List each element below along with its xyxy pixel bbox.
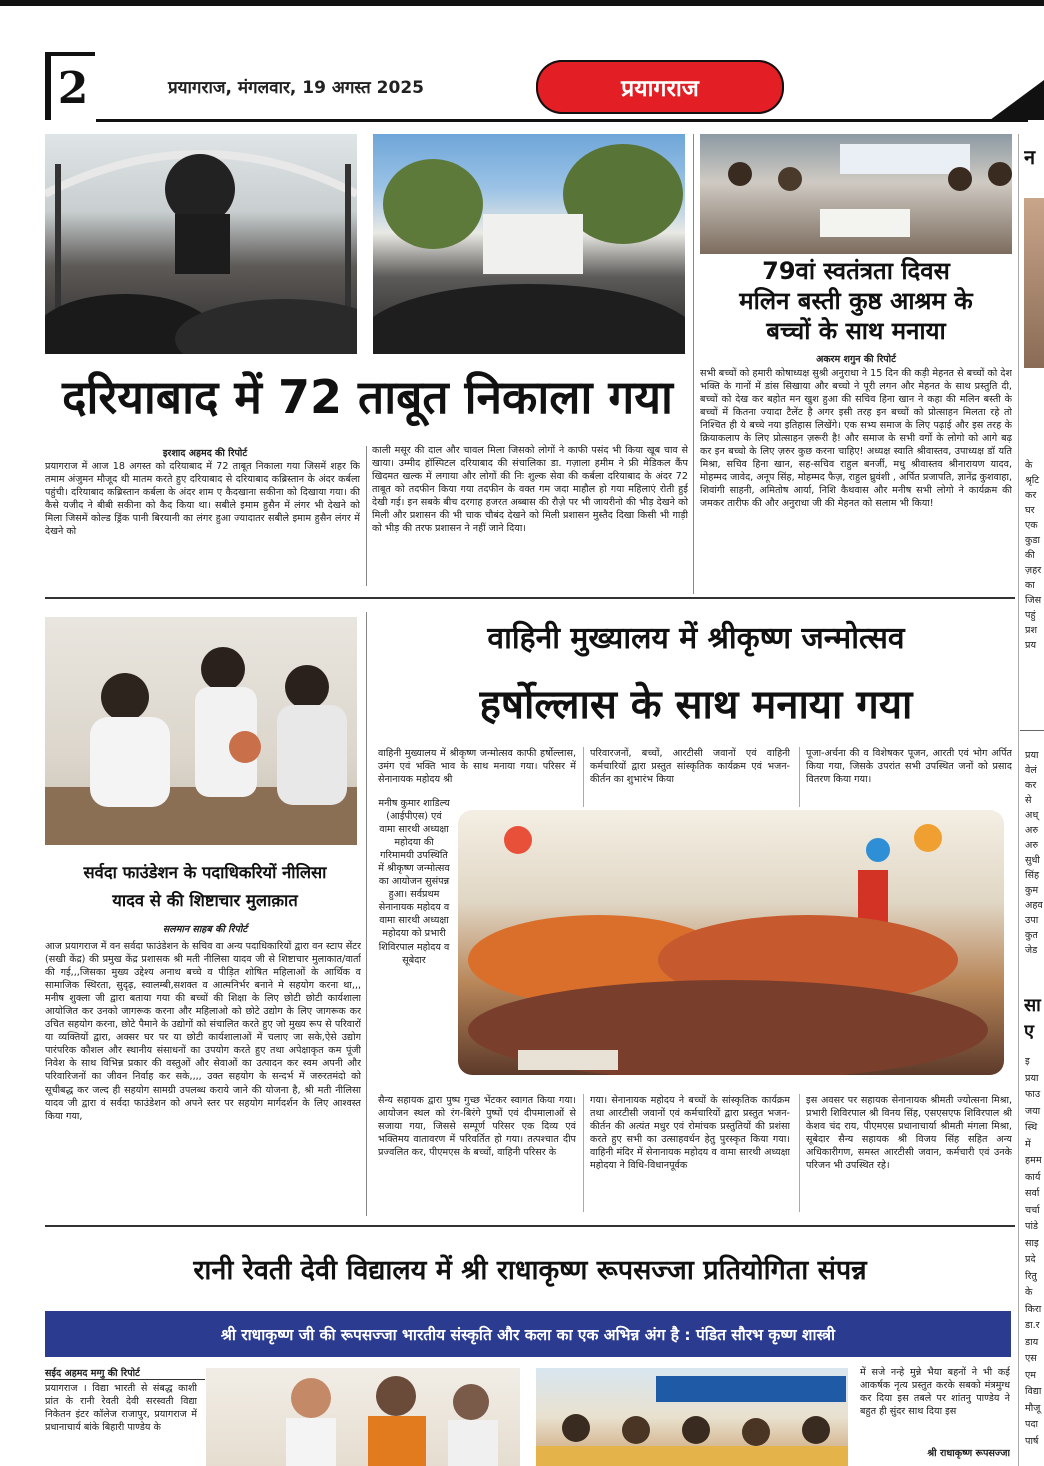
photo-tabut-procession-1 bbox=[45, 134, 357, 354]
next-column-line: के bbox=[1025, 1287, 1033, 1298]
next-column-line: अरु bbox=[1025, 840, 1039, 851]
story-janmotsav-col3-top: पूजा-अर्चना की व विशेषकर पूजन, आरती एवं भोग अर्पित किया गया, जिसके उपरांत सभी उपस्थित जनों को प्रसाद वितरण किया गया। bbox=[806, 748, 1012, 786]
next-column-line: मौजू bbox=[1025, 1402, 1041, 1414]
story-rupsajja-col1: प्रयागराज । विद्या भारती से संबद्ध काशी प्रांत के रानी रेवती देवी सरस्वती विद्या निकेतन इंटर कॉलेज राजापुर, प्रयागराज में प्रधानाचार्य बांके बिहारी पाण्डेय के bbox=[45, 1383, 197, 1434]
story-janmotsav-col2-bottom: गया। सेनानायक महोदय ने बच्चों के सांस्कृतिक कार्यक्रम तथा आरटीसी जवानों एवं कर्मचारियों द्वारा प्रस्तुत भजन-कीर्तन की अत्यंत मधुर एवं रोमांचक प्रस्तुतियों की प्रशंसा करते हुए सभी का उत्साहवर्धन हेतु पुरस्कृत किया गया। वाहिनी मंदिर में सेनानायक महोदय व वामा सारथी अध्यक्षा महोदया ने विधि-विधानपूर्वक bbox=[590, 1095, 790, 1172]
story-sarvada-body: आज प्रयागराज में वन सर्वदा फाउंडेशन के सचिव वा अन्य पदाधिकारियों द्वारा वन स्टाप सेंटर (सखी केंद्र) की प्रमुख केंद्र प्रशासक श्री मती नीलिसा यादव जी से शिष्टाचार मुलाकात/वार्ता की गई,,,जिसका मुख्य उद्देश्य अनाथ बच्चे व पीड़ित शोषित महिलाओं के आर्थिक व सामाजिक स्थिरता, सुदृढ़, स्वालम्बी,सशक्त व आत्मनिर्भर बनाने मे सहयोग करना था,,, मनीष शुक्ला जी द्वारा बताया गया की बच्चों की शिक्षा के लिए छोटी छोटी कार्यशाला आयोजित कर उनको जागरूक करना और महिलाओ को छोटे उद्योग के लिए जागरूक कर उचित सहयोग करना, छोटे पैमाने के उद्योगों को संचालित करते हुए जो मुख्य रूप से परिवारों या व्यक्तियों द्वारा, अक्सर घर पर या छोटी कार्यशालाओं में चलाए जा सके,ऐसे उद्योग पारंपरिक कौशल और स्थानीय संसाधनों का उपयोग करते हुए तथा अपेक्षाकृत कम पूंजी निवेश के साथ विभिन्न प्रकार की वस्तुओं और सेवाओं का उत्पादन कर स्वम अपनी और परिवारिजनों का जीवन निर्वाह कर सके,,,, उक्त सहयोग के सन्दर्भ में जरुरतमंदो को सूचीबद्ध कर जल्द ही सहयोग सामग्री उपलब्ध कराये जाने की योजना है, श्री मती नीलिसा यादव जी द्वारा वं सर्वदा फाउंडेशन को अपने स्तर पर सहयोग मार्गदर्शन के लिए आश्वस्त किया गया, bbox=[45, 941, 361, 1122]
next-column-line: पार्ष bbox=[1025, 1435, 1039, 1447]
next-column-fragment-mid-1: सा bbox=[1024, 995, 1041, 1016]
next-column-line: फाउ bbox=[1025, 1089, 1041, 1100]
story-janmotsav-col1-bottom: सैन्य सहायक द्वारा पुष्प गुच्छ भेंटकर स्वागत किया गया। आयोजन स्थल को रंग-बिरंगे पुष्पों एवं दीपमालाओं से सजाया गया, जिससे सम्पूर्ण परिसर एक दिव्य एवं भक्तिमय वातावरण में परिवर्तित हो गया। तत्पश्चात दीप प्रज्वलित कर, पीएमएस के बच्चों, वाहिनी परिसर के bbox=[378, 1095, 576, 1159]
headline-independence-2: मलिन बस्ती कुष्ठ आश्रम के bbox=[739, 287, 973, 315]
next-column-line: विद्या bbox=[1025, 1386, 1042, 1397]
divider-janmotsav-col12 bbox=[583, 747, 584, 807]
divider-janmotsav-col23 bbox=[799, 747, 800, 807]
next-column-line: उपा bbox=[1025, 915, 1039, 926]
next-column-fragment-top: न bbox=[1024, 145, 1036, 169]
story-independence-body: सभी बच्चों को हमारी कोषाध्यक्ष सुश्री अनुराधा ने 15 दिन की कड़ी मेहनत से बच्चों को देश भक्ति के गानों में डांस सिखाया और बच्चो ने पूरी लगन और मेहनत के साथ प्रस्तुति दी, बच्चों को देख कर बहोत मन खुश हुआ की सचिव हिना खान ने कहा की मलिन बस्ती के बच्चों में कितना ज्यादा टैलेंट है अगर इसी तरह इन बच्चों को प्रोत्साहन मिलता रहे तो निश्चित ही ये बच्चे नया इतिहास लिखेंगे। एक सभ्य समाज के लिए पढ़ाई और इस तरह के क्रियाकलाप के लिए प्रोत्साहन ज़रूरी है! और समाज के सभी वर्गो के लोगो को आगे बढ़ कर इन बच्चो के लिए ज़रुर कुछ करना चाहिए! अध्यक्ष स्वाति श्रीवास्तव, उपाध्यक्ष डॉ यति मिश्रा, सचिव हिना खान, सह-सचिव राहुल बनर्जी, मधु श्रीवास्तव श्रीनारायण यादव, मोहम्मद जावेद, अनूप सिंह, मोहम्मद फैज़, राहुल घ्रुवंशी , अर्पित प्रजापति, ज्ञानेंद्र कुशवाहा, शिवांगी साहनी, अमितोष आर्या, निशि कैथवास और मनीष सभी लोगो ने कार्यक्रम की जमकर तारीफ की और अनुराधा जी की मेहनत को सलाम भी किया! bbox=[700, 368, 1012, 510]
next-column-divider-a bbox=[1020, 730, 1044, 731]
headline-rupsajja: रानी रेवती देवी विद्यालय में श्री राधाकृष्ण रूपसज्जा प्रतियोगिता संपन्न bbox=[193, 1255, 867, 1286]
next-column-line: अध् bbox=[1025, 810, 1039, 821]
headline-sarvada-1: सर्वदा फाउंडेशन के पदाधिकरियों नीलिसा bbox=[83, 863, 327, 882]
page-number-box bbox=[45, 52, 95, 120]
next-column-line: एक bbox=[1025, 520, 1038, 531]
next-column-line: घर bbox=[1025, 505, 1035, 516]
headline-janmotsav-1: वाहिनी मुख्यालय में श्रीकृष्ण जन्मोत्सव bbox=[487, 621, 905, 656]
divider-tabut-independence bbox=[693, 134, 694, 594]
next-column-line: वेलं bbox=[1025, 765, 1037, 776]
rupsajja-banner bbox=[45, 1311, 1011, 1357]
divider-sarvada-janmotsav bbox=[366, 612, 367, 1216]
divider-tabut-cols bbox=[366, 446, 367, 586]
byline-rupsajja: सईद अहमद मग्गु की रिपोर्ट bbox=[45, 1366, 205, 1380]
next-column-line: में bbox=[1025, 1138, 1031, 1150]
story-rupsajja-col-right-tail: श्री राधाकृष्ण रूपसज्जा bbox=[927, 1448, 1010, 1459]
photo-tabut-procession-2 bbox=[373, 134, 685, 354]
next-column-line: डा.र bbox=[1025, 1320, 1040, 1331]
next-column-line: कुम bbox=[1025, 885, 1039, 896]
next-column-line: का bbox=[1025, 580, 1035, 591]
headline-janmotsav-2: हर्षोल्लास के साथ मनाया गया bbox=[479, 682, 913, 728]
next-column-line: जिस bbox=[1025, 595, 1042, 606]
headline-sarvada-2: यादव से की शिष्टाचार मुलाक़ात bbox=[112, 891, 298, 910]
photo-rupsajja-children bbox=[536, 1368, 848, 1466]
divider-row-2 bbox=[45, 1225, 1015, 1227]
story-rupsajja-col-right: में सजे नन्हे मुन्ने भैया बहनों ने भी कई आकर्षक नृत्य प्रस्तुत करके सबको मंत्रमुग्ध कर दिया इस तबले पर शांतनु पाण्डेय ने बहुत ही सुंदर साथ दिया इस bbox=[860, 1367, 1010, 1418]
page-number: 2 bbox=[57, 63, 89, 114]
next-column-line: पदा bbox=[1025, 1419, 1039, 1430]
next-column-line: सिंह bbox=[1025, 870, 1040, 881]
next-column-fragment-mid-2: ए bbox=[1024, 1021, 1034, 1042]
section-badge bbox=[536, 60, 784, 114]
story-tabut-col2: काली मसूर की दाल और चावल मिला जिसको लोगों ने काफी पसंद भी किया खूब चाव से खाया। उम्मीद हॉस्पिटल दरियाबाद की संचालिका डा. गज़ाला हमीम ने फ्री मेडिकल कैंप खिदमत खल्क में लगाया और लोगों की निः शुल्क सेवा की कर्बला दरियाबाद के अंदर 72 ताबूत को तदफीन किया गया तदफीन के वक्त गम जदा माहौल हो गया महिलाएं रोती हुई देखी गई। इन सबके बीच दरगाह हजरत अब्बास की रौज़े पर भी जायरीनो की भीड़ देखने को मिली और प्रशासन की भी चाक चौबंद देखने को मिली प्रशासन मुस्तैद दिखा किसी भी गाड़ी को भीड़ की तरफ प्रशासन ने नहीं जाने दिया। bbox=[372, 445, 688, 535]
next-column-line: कार्य bbox=[1025, 1171, 1041, 1183]
next-column-line: प्रया bbox=[1025, 750, 1039, 761]
next-column-line: प्रश bbox=[1025, 625, 1037, 636]
divider-janmotsav-col12b bbox=[583, 1094, 584, 1212]
rupsajja-banner-text: श्री राधाकृष्ण जी की रूपसज्जा भारतीय संस्कृति और कला का एक अभिन्न अंग है : पंडित सौरभ कृष्ण शास्त्री bbox=[220, 1326, 836, 1344]
divider-janmotsav-col23b bbox=[799, 1094, 800, 1212]
byline-tabut: इरशाद अहमद की रिपोर्ट bbox=[162, 448, 248, 459]
next-column-line: हमम bbox=[1025, 1155, 1042, 1166]
photo-rupsajja-guests bbox=[206, 1368, 520, 1466]
next-column-line: किरा bbox=[1025, 1303, 1042, 1315]
next-column-lines-c bbox=[1025, 1054, 1044, 1466]
photo-independence-children bbox=[700, 134, 1012, 254]
photo-sarvada-meeting bbox=[45, 617, 357, 845]
next-column-line: प्रया bbox=[1025, 1072, 1039, 1084]
next-column-line: की bbox=[1025, 550, 1035, 561]
next-column-line: अहव bbox=[1025, 900, 1043, 911]
next-column-line: स्थि bbox=[1025, 1122, 1038, 1133]
byline-sarvada: सलमान साहब की रिपोर्ट bbox=[162, 924, 248, 935]
photo-janmotsav-group bbox=[458, 810, 1004, 1075]
next-column-line: से bbox=[1025, 795, 1032, 806]
next-column-photo-1 bbox=[1024, 198, 1044, 368]
next-column-line: सर्वा bbox=[1025, 1188, 1040, 1199]
next-column-line: सुधी bbox=[1025, 855, 1040, 866]
story-janmotsav-col1-narrow: मनीष कुमार शाडिल्य (आईपीएस) एवं वामा सारथी अध्यक्षा महोदया की गरिमामयी उपस्थिति में श्रीकृष्ण जन्मोत्सव का आयोजन सुसंपन्न हुआ। सर्वप्रथम सेनानायक महोदय व वामा सारथी अध्यक्षा महोदया को प्रभारी शिविरपाल महोदय व सूबेदार bbox=[378, 798, 450, 966]
headline-tabut: दरियाबाद में 72 ताबूत निकाला गया bbox=[62, 370, 673, 424]
next-column-line: एस bbox=[1025, 1353, 1037, 1364]
next-column-line: साइ bbox=[1025, 1237, 1039, 1249]
byline-independence: अकरम शगुन की रिपोर्ट bbox=[816, 354, 896, 365]
next-column-line: जेड bbox=[1025, 945, 1038, 956]
story-janmotsav-col3-bottom: इस अवसर पर सहायक सेनानायक श्रीमती ज्योत्सना मिश्रा, प्रभारी शिविरपाल श्री विनय सिंह, एसएसएफ शिविरपाल श्री केशव चंद राय, पीएमएस प्रधानाचार्या श्रीमती मंगला मिश्रा, सूबेदार सैन्य सहायक श्री विजय सिंह सहित अन्य अधिकारीगण, समस्त आरटीसी जवान, कर्मचारी एवं उनके परिजन भी उपस्थित रहे। bbox=[806, 1095, 1012, 1172]
headline-independence-3: बच्चों के साथ मनाया bbox=[766, 317, 946, 345]
next-column-line: कर bbox=[1025, 780, 1037, 791]
next-column-line: के bbox=[1025, 460, 1033, 471]
next-column-line: जया bbox=[1025, 1105, 1041, 1117]
next-column-line: इ bbox=[1025, 1056, 1030, 1067]
masthead-corner-triangle bbox=[990, 80, 1044, 120]
next-column-line: एम bbox=[1025, 1369, 1037, 1381]
story-janmotsav-col1-top: वाहिनी मुख्यालय में श्रीकृष्ण जन्मोत्सव काफी हर्षोल्लास, उमंग एवं भक्ति भाव के साथ मनाया गया। परिसर में सेनानायक महोदय श्री bbox=[378, 748, 576, 786]
headline-independence-1: 79वां स्वतंत्रता दिवस bbox=[762, 257, 950, 285]
next-column-line: ज़हर bbox=[1025, 565, 1042, 576]
divider-row-1 bbox=[45, 597, 1015, 599]
next-column-line: प्रदे bbox=[1025, 1254, 1036, 1265]
next-column-line: श्रृटि bbox=[1025, 475, 1040, 486]
masthead-rule bbox=[96, 119, 1028, 122]
next-column-line: प्रय bbox=[1025, 640, 1037, 651]
masthead-dateline: प्रयागराज, मंगलवार, 19 अगस्त 2025 bbox=[168, 78, 424, 98]
divider-right-column bbox=[1018, 134, 1019, 1466]
story-tabut-col1: प्रयागराज में आज 18 अगस्त को दरियाबाद में 72 ताबूत निकाला गया जिसमें शहर कि तमाम अंजुमन मौजूद थी मातम करते हुए दरियाबाद से दरियाबाद कब्रिस्तान के अंदर कर्बला पहुंची। दरियाबाद कब्रिस्तान कर्बला के अंदर शाम ए कैदखाना सकीना को दिखाया गया। की कैसे यजीद ने बीबी सकीना को कैद किया था। सबीले इमाम हुसैन में लंगर भी देखने को मिला जिसमें कोल्ड ड्रिंक पानी बिरयानी का लंगर हुआ ज्यादातर सबीले इमाम हुसैन लंगर में देखने को bbox=[45, 461, 360, 538]
next-column-line: कुडा bbox=[1025, 535, 1040, 546]
story-janmotsav-col2-top: परिवारजनों, बच्चों, आरटीसी जवानों एवं वाहिनी कर्मचारियों द्वारा प्रस्तुत सांस्कृतिक कार्यक्रम एवं भजन-कीर्तन का शुभारंभ किया bbox=[590, 748, 790, 786]
next-column-line: चर्चा bbox=[1025, 1204, 1040, 1216]
next-column-lines-b bbox=[1025, 748, 1044, 978]
top-border-bar bbox=[0, 0, 1044, 6]
section-title: प्रयागराज bbox=[621, 76, 699, 102]
next-column-line: पांडे bbox=[1025, 1221, 1039, 1232]
next-column-line: कुत bbox=[1025, 930, 1038, 941]
next-column-line: रितु bbox=[1025, 1270, 1037, 1282]
next-column-line: पहुं bbox=[1025, 610, 1036, 621]
next-column-line: डाय bbox=[1025, 1336, 1039, 1348]
next-column-lines-a bbox=[1025, 458, 1044, 678]
next-column-line: कर bbox=[1025, 490, 1037, 501]
next-column-line: अरु bbox=[1025, 825, 1039, 836]
